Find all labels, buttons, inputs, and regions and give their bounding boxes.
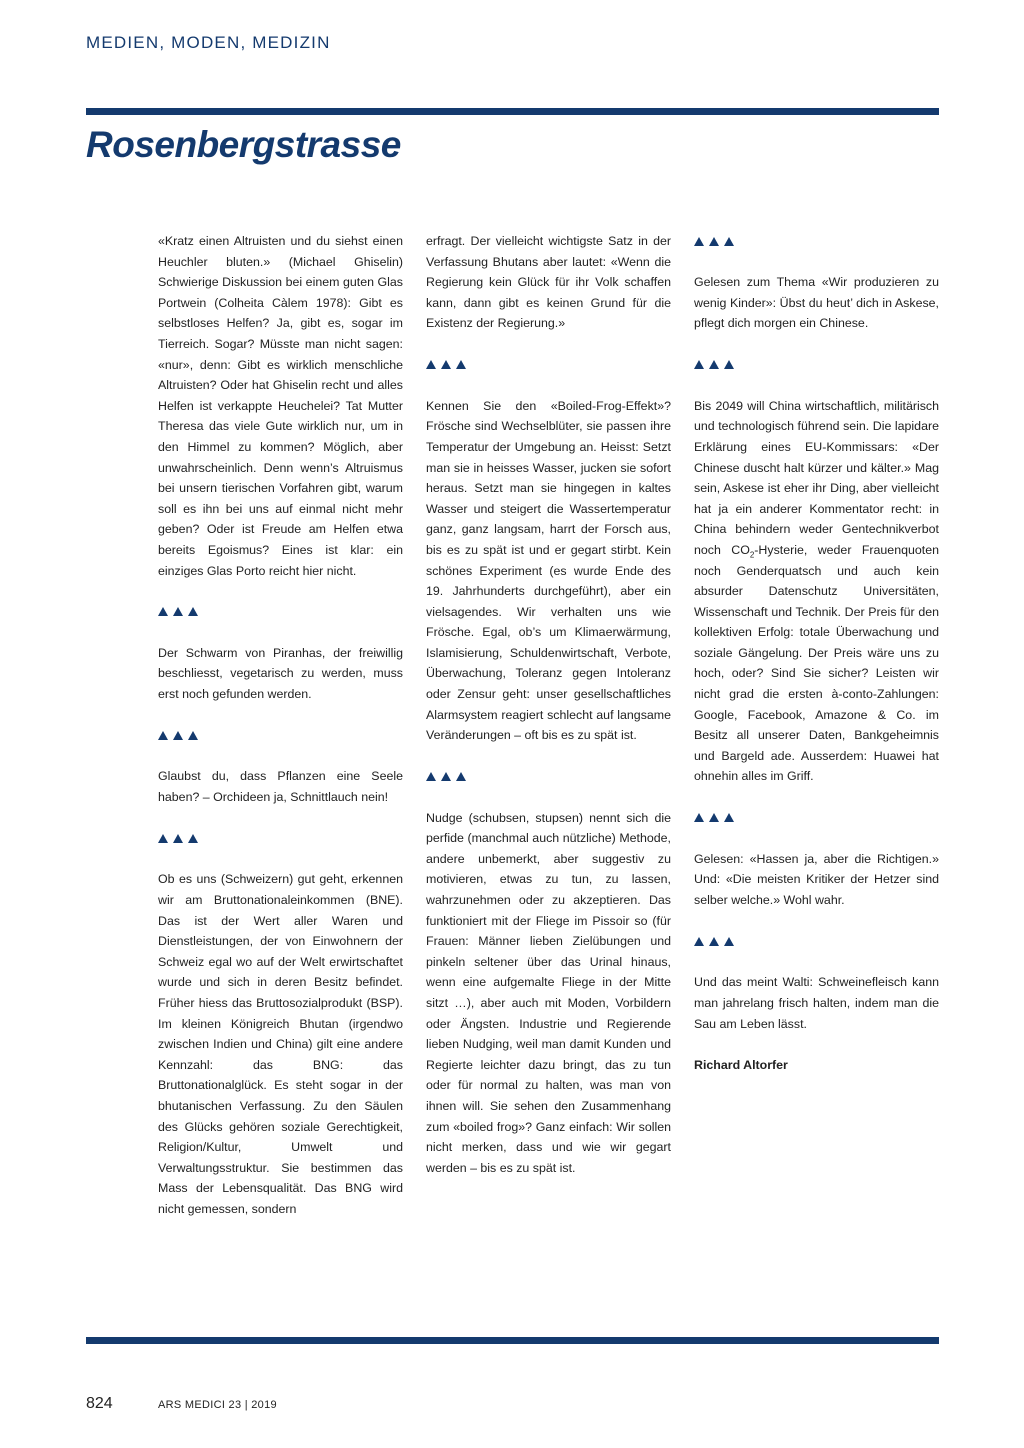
journal-issue: ARS MEDICI 23 | 2019 xyxy=(158,1399,277,1411)
paragraph: Nudge (schubsen, stupsen) nennt sich die perfide (manchmal auch nützliche) Methode, andere unbemerkt, aber suggestiv zu motivieren, etwas zu tun, zu lassen, wahrzunehmen oder zu akzeptieren. Das funktioniert mit der Fliege im Pissoir so (für Frauen: Männer lieben Zielübungen und pinkeln seltener über das Urinal hinaus, wenn eine aufgemalte Fliege in der Mitte sitzt …), aber auch mit Moden, Vorbildern oder Ängsten. Industrie und Regierende lieben Nudging, weil man damit Kunden und Regierte leichter dazu bringt, das zu tun oder für normal zu halten, was man von ihnen will. Sie sehen den Zusammenhang zum «boiled frog»? Ganz einfach: Wir sollen nicht merken, dass und wie wir gegart werden – bis es zu spät ist. xyxy=(426,810,671,1175)
paragraph: Und das meint Walti: Schweinefleisch kann man jahrelang frisch halten, indem man die Sau am Leben lässt. xyxy=(694,975,939,1031)
paragraph: «Kratz einen Altruisten und du siehst einen Heuchler bluten.» (Michael Ghiselin) Schwierige Diskussion bei einem guten Glas Portwein (Colheita Càlem 1978): Gibt es selbstloses Helfen? Ja, gibt es, sogar im Tierreich. Sogar? Müsste man nicht sagen: «nur», denn: Gibt es wirklich menschliche Altruisten? Oder hat Ghiselin recht und alles Helfen ist verkappte Heuchelei? Tat Mutter Theresa das viele Gute wirklich nur, um in den Himmel zu kommen? Möglich, aber unwahrscheinlich. Denn wenn’s Altruismus bei unsern tierischen Vorfahren gibt, warum soll es ihn bei uns auf einmal nicht mehr geben? Oder ist Freude am Helfen etwa bereits Egoismus? Eines ist klar: ein einziges Glas Porto reicht hier nicht. xyxy=(158,234,403,578)
paragraph: Glaubst du, dass Pflanzen eine Seele haben? – Orchideen ja, Schnittlauch nein! xyxy=(158,769,403,805)
article-title: Rosenbergstrasse xyxy=(86,124,401,165)
triangle-separator-icon xyxy=(158,725,403,746)
triangle-separator-icon xyxy=(694,808,939,829)
triangle-separator-icon xyxy=(158,828,403,849)
author-name: Richard Altorfer xyxy=(694,1057,788,1072)
top-rule xyxy=(86,108,939,115)
paragraph: erfragt. Der vielleicht wichtigste Satz in der Verfassung Bhutans aber lautet: «Wenn die Regierung kein Glück für ihr Volk schaffen kann, dann gibt es keinen Grund für die Existenz der Regierung.» xyxy=(426,234,671,331)
column-3 xyxy=(694,231,939,1075)
section-header: MEDIEN, MODEN, MEDIZIN xyxy=(86,33,331,52)
bottom-rule xyxy=(86,1337,939,1344)
triangle-separator-icon xyxy=(694,931,939,952)
column-1 xyxy=(158,231,403,1220)
paragraph: Kennen Sie den «Boiled-Frog-Effekt»? Frösche sind Wechselblüter, sie passen ihre Temperatur der Umgebung an. Heisst: Setzt man sie in heisses Wasser, jucken sie sofort heraus. Setzt man sie hingegen in kaltes Wasser und steigert die Wassertemperatur ganz, ganz langsam, harrt der Forsch aus, bis es zu spät ist und er gegart stirbt. Kein schönes Experiment (es wurde Ende des 19. Jahrhunderts durchgeführt), aber ein vielsagendes. Wir verhalten uns wie Frösche. Egal, ob’s um Klimaerwärmung, Islamisierung, Schuldenwirtschaft, Verbote, Überwachung, Toleranz gegen Intoleranz oder Zensur geht: unser gesellschaftliches Alarmsystem reagiert schlecht auf langsame Veränderungen – oft bis es zu spät ist. xyxy=(426,398,671,743)
page-number: 824 xyxy=(86,1395,113,1412)
triangle-separator-icon xyxy=(694,355,939,376)
column-2 xyxy=(426,231,671,1178)
paragraph: Der Schwarm von Piranhas, der freiwillig beschliesst, vegetarisch zu werden, muss erst noch gefunden werden. xyxy=(158,645,403,702)
triangle-separator-icon xyxy=(694,231,939,252)
paragraph: Gelesen zum Thema «Wir produzieren zu wenig Kinder»: Übst du heut’ dich in Askese, pflegt dich morgen ein Chinese. xyxy=(694,275,939,331)
triangle-separator-icon xyxy=(426,355,671,376)
triangle-separator-icon xyxy=(158,602,403,623)
paragraph: Ob es uns (Schweizern) gut geht, erkennen wir am Bruttonationaleinkommen (BNE). Das ist der Wert aller Waren und Dienstleistungen, der von Einwohnern der Schweiz egal wo auf der Welt erwirtschaftet wurde und sich in deren Besitz befindet. Früher hiess das Bruttosozialprodukt (BSP). Im kleinen Königreich Bhutan (irgendwo zwischen Indien und China) gilt eine andere Kennzahl: das BNG: das Bruttonationalglück. Es steht sogar in der bhutanischen Verfassung. Zu den Säulen des Glücks gehören soziale Gerechtigkeit, Religion/Kultur, Umwelt und Verwaltungsstruktur. Sie bestimmen das Mass der Lebensqualität. Das BNG wird nicht gemessen, sondern xyxy=(158,872,403,1216)
paragraph: Gelesen: «Hassen ja, aber die Richtigen.» Und: «Die meisten Kritiker der Hetzer sind selber welche.» Wohl wahr. xyxy=(694,851,939,907)
triangle-separator-icon xyxy=(426,766,671,787)
paragraph: Bis 2049 will China wirtschaftlich, militärisch und technologisch führend sein. Die lapidare Erklärung eines EU-Kommissars: «Der Chinese duscht halt kürzer und kälter.» Mag sein, Askese ist eher ihr Ding, aber vielleicht hat ja ein anderer Kommentator recht: in China behindern weder Gentechnikverbot noch $CO_2$-Hysterie, weder Frauenquoten noch Genderquatsch und auch kein absurder Datenschutz Universitäten, Wissenschaft und Technik. Der Preis für den kollektiven Erfolg: totale Überwachung und soziale Gängelung. Der Preis wäre uns zu hoch, oder? Sind Sie sicher? Leisten wir nicht grad die ersten à-conto-Zahlungen: Google, Facebook, Amazone & Co. im Besitz all unserer Daten, Bankgeheimnis und Bargeld ade. Ausserdem: Huawei hat ohnehin alles im Griff. xyxy=(694,398,939,784)
